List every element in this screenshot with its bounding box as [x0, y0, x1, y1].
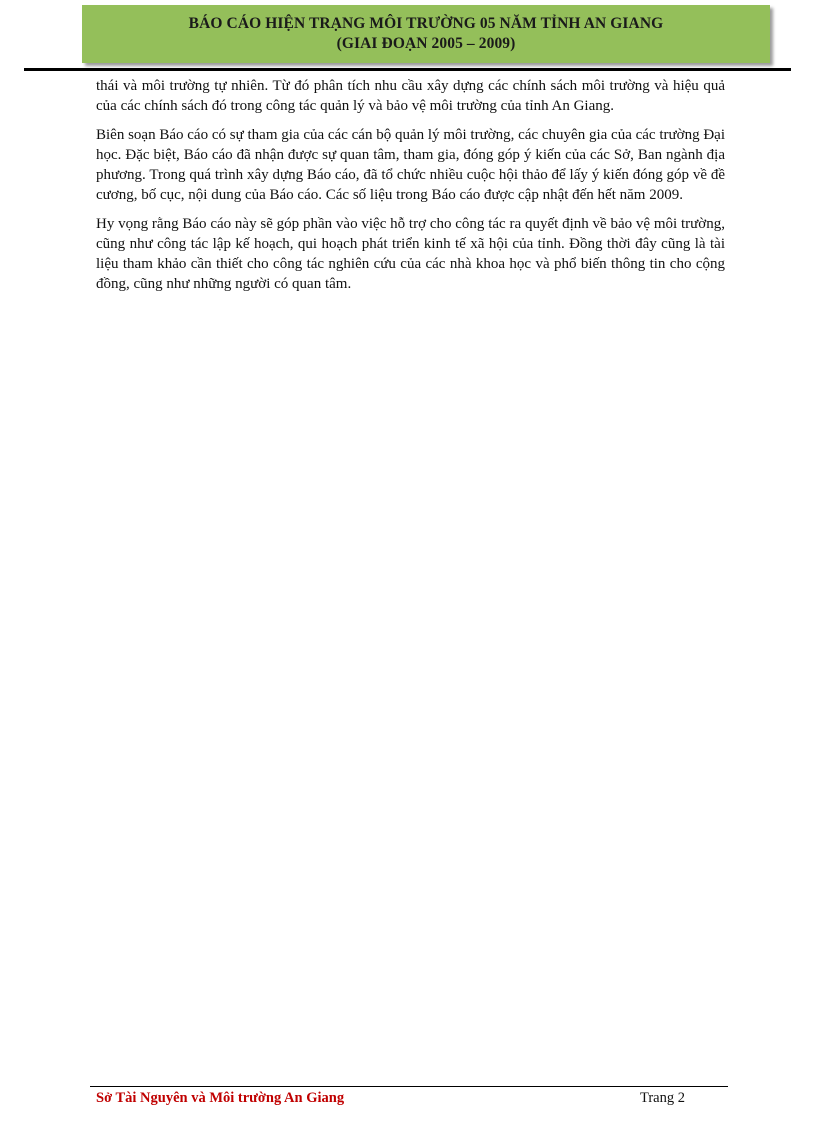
page-content	[96, 76, 725, 303]
report-period: (GIAI ĐOẠN 2005 – 2009)	[336, 35, 516, 52]
paragraph-2: Biên soạn Báo cáo có sự tham gia của các cán bộ quản lý môi trường, các chuyên gia của các trường Đại học. Đặc biệt, Báo cáo đã nhận được sự quan tâm, tham gia, đóng góp ý kiến của các Sở, Ban ngành địa phương. Trong quá trình xây dựng Báo cáo, đã tổ chức nhiều cuộc hội thảo để lấy ý kiến đóng góp về đề cương, bố cục, nội dung của Báo cáo. Các số liệu trong Báo cáo được cập nhật đến hết năm 2009.	[96, 127, 725, 203]
footer-organization: Sở Tài Nguyên và Môi trường An Giang	[96, 1090, 345, 1106]
footer-divider	[90, 1086, 728, 1087]
paragraph-3: Hy vọng rằng Báo cáo này sẽ góp phần vào việc hỗ trợ cho công tác ra quyết định về bảo vệ môi trường, cũng như công tác lập kế hoạch, qui hoạch phát triển kinh tế xã hội của tỉnh. Đồng thời đây cũng là tài liệu tham khảo cần thiết cho công tác nghiên cứu của các nhà khoa học và phổ biến thông tin cho cộng đồng, cũng như những người có quan tâm.	[96, 216, 725, 292]
header-divider	[24, 68, 791, 71]
page-number: Trang 2	[640, 1090, 685, 1106]
paragraph-1: thái và môi trường tự nhiên. Từ đó phân tích nhu cầu xây dựng các chính sách môi trường và hiệu quả của các chính sách đó trong công tác quản lý và bảo vệ môi trường của tỉnh An Giang.	[96, 78, 725, 114]
header-banner	[82, 5, 770, 63]
report-title: BÁO CÁO HIỆN TRẠNG MÔI TRƯỜNG 05 NĂM TỈNH AN GIANG	[188, 15, 664, 32]
